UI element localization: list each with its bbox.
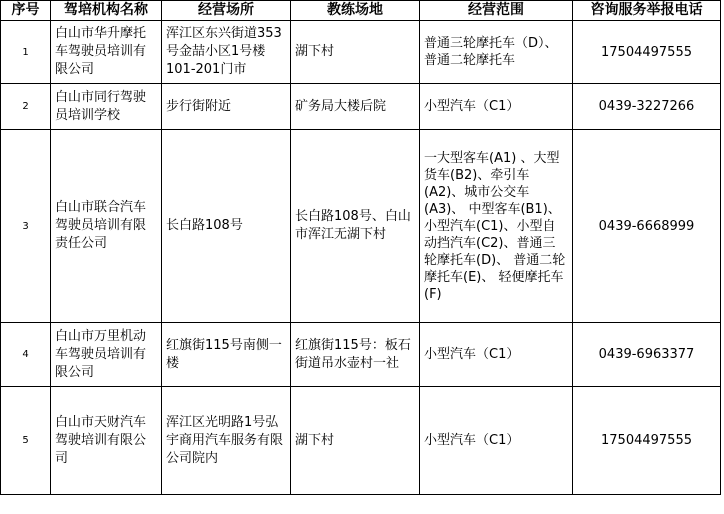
header-row	[1, 1, 721, 21]
cell-seq: 1	[1, 21, 51, 84]
cell-seq: 2	[1, 84, 51, 130]
cell-training-field: 湖下村	[291, 21, 420, 84]
cell-business-address: 红旗街115号南侧一楼	[162, 323, 291, 387]
cell-complaint-phone: 0439-3227266	[573, 84, 721, 130]
cell-school-name: 白山市同行驾驶员培训学校	[51, 84, 162, 130]
table-row	[1, 387, 721, 495]
table-row	[1, 323, 721, 387]
cell-training-field: 矿务局大楼后院	[291, 84, 420, 130]
cell-school-name: 白山市天财汽车驾驶培训有限公司	[51, 387, 162, 495]
cell-complaint-phone: 0439-6963377	[573, 323, 721, 387]
cell-business-scope: 普通三轮摩托车（D）、普通二轮摩托车	[420, 21, 573, 84]
header-training-field: 教练场地	[291, 1, 420, 21]
header-business-scope: 经营范围	[420, 1, 573, 21]
cell-seq: 5	[1, 387, 51, 495]
table-row	[1, 130, 721, 323]
cell-complaint-phone: 0439-6668999	[573, 130, 721, 323]
cell-business-address: 长白路108号	[162, 130, 291, 323]
table-row	[1, 84, 721, 130]
cell-school-name: 白山市万里机动车驾驶员培训有限公司	[51, 323, 162, 387]
header-business-address: 经营场所	[162, 1, 291, 21]
cell-complaint-phone: 17504497555	[573, 387, 721, 495]
cell-school-name: 白山市联合汽车驾驶员培训有限责任公司	[51, 130, 162, 323]
cell-school-name: 白山市华升摩托车驾驶员培训有限公司	[51, 21, 162, 84]
header-seq: 序号	[1, 1, 51, 21]
cell-seq: 4	[1, 323, 51, 387]
cell-business-scope: 一大型客车(A1) 、大型货车(B2)、牵引车(A2)、城市公交车(A3)、 中型客车(B1)、小型汽车(C1)、小型自动挡汽车(C2)、普通三轮摩托车(D)、 普通二轮摩托车(E)、 轻便摩托车(F)	[420, 130, 573, 323]
cell-seq: 3	[1, 130, 51, 323]
cell-business-scope: 小型汽车（C1）	[420, 387, 573, 495]
cell-training-field: 湖下村	[291, 387, 420, 495]
cell-business-scope: 小型汽车（C1）	[420, 323, 573, 387]
header-school-name: 驾培机构名称	[51, 1, 162, 21]
cell-business-address: 浑江区光明路1号弘宇商用汽车服务有限公司院内	[162, 387, 291, 495]
cell-training-field: 红旗街115号：板石街道吊水壶村一社	[291, 323, 420, 387]
cell-complaint-phone: 17504497555	[573, 21, 721, 84]
cell-business-address: 步行街附近	[162, 84, 291, 130]
cell-business-scope: 小型汽车（C1）	[420, 84, 573, 130]
header-complaint-phone: 咨询服务举报电话	[573, 1, 721, 21]
cell-business-address: 浑江区东兴街道353号金喆小区1号楼101-201门市	[162, 21, 291, 84]
cell-training-field: 长白路108号、白山市浑江无湖下村	[291, 130, 420, 323]
table-row	[1, 21, 721, 84]
